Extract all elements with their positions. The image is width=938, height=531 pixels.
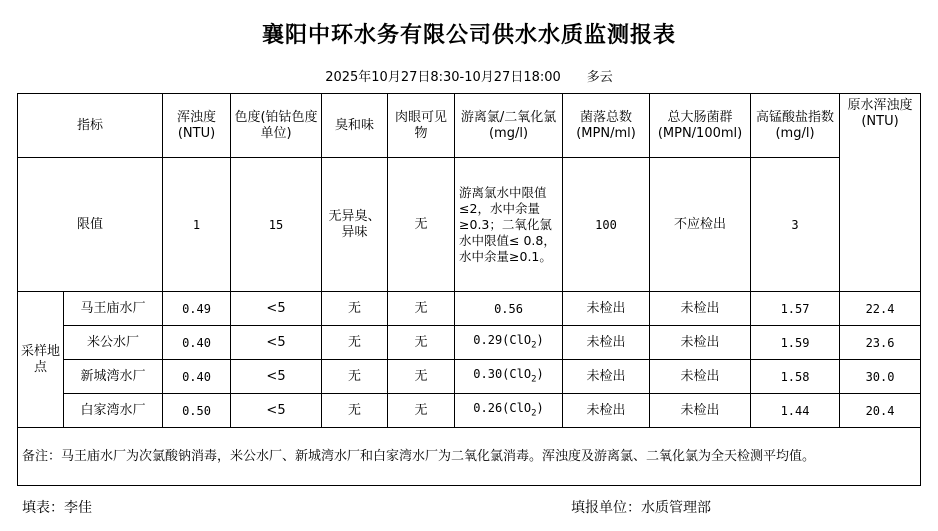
header-color: 色度(铂钴色度单位) [231, 94, 322, 158]
odor-value: 无 [322, 360, 388, 394]
chlorine-value [455, 326, 563, 360]
header-colony: 菌落总数(MPN/ml) [563, 94, 650, 158]
coliform-value: 未检出 [650, 326, 751, 360]
turbidity-value: 0.49 [163, 292, 231, 326]
limit-visible: 无 [388, 158, 455, 292]
color-value: <5 [231, 394, 322, 428]
limit-coliform: 不应检出 [650, 158, 751, 292]
header-row [18, 94, 921, 158]
sampling-label: 采样地点 [18, 292, 64, 428]
colony-value: 未检出 [563, 360, 650, 394]
chlorine-close-paren: ) [536, 400, 544, 415]
limit-permanganate: 3 [751, 158, 840, 292]
limits-row [18, 158, 921, 292]
raw-turbidity-value: 23.6 [840, 326, 921, 360]
header-odor: 臭和味 [322, 94, 388, 158]
header-turbidity: 浑浊度(NTU) [163, 94, 231, 158]
permanganate-value: 1.59 [751, 326, 840, 360]
permanganate-value: 1.57 [751, 292, 840, 326]
header-permanganate: 高锰酸盐指数(mg/l) [751, 94, 840, 158]
table-row [18, 326, 921, 360]
chlorine-close-paren: ) [536, 332, 544, 347]
report-title: 襄阳中环水务有限公司供水水质监测报表 [261, 23, 676, 48]
coliform-value: 未检出 [650, 394, 751, 428]
site-name: 白家湾水厂 [64, 394, 163, 428]
raw-turbidity-value: 20.4 [840, 394, 921, 428]
turbidity-value: 0.40 [163, 326, 231, 360]
limit-color: 15 [231, 158, 322, 292]
weather-label: 多云 [586, 70, 613, 85]
water-quality-table [17, 93, 921, 486]
note-text: 备注：马王庙水厂为次氯酸钠消毒，米公水厂、新城湾水厂和白家湾水厂为二氧化氯消毒。浑浊度及游离氯、二氧化氯为全天检测平均值。 [18, 428, 921, 486]
header-visible: 肉眼可见物 [388, 94, 455, 158]
site-name: 米公水厂 [64, 326, 163, 360]
chlorine-text: 0.30(ClO [473, 366, 532, 381]
coliform-value: 未检出 [650, 292, 751, 326]
filler-label: 填表：李佳 [22, 500, 92, 516]
report-period: 2025年10月27日8:30-10月27日18:00 [325, 70, 561, 85]
table-row [18, 394, 921, 428]
colony-value: 未检出 [563, 292, 650, 326]
header-coliform: 总大肠菌群(MPN/100ml) [650, 94, 751, 158]
chlorine-text: 0.56 [494, 301, 523, 316]
table-row [18, 292, 921, 326]
chlorine-text: 0.29(ClO [473, 332, 532, 347]
table-row [18, 360, 921, 394]
color-value: <5 [231, 360, 322, 394]
chlorine-subscript: 2 [531, 374, 537, 385]
colony-value: 未检出 [563, 394, 650, 428]
chlorine-subscript: 2 [531, 408, 537, 419]
limit-turbidity: 1 [163, 158, 231, 292]
coliform-value: 未检出 [650, 360, 751, 394]
site-name: 新城湾水厂 [64, 360, 163, 394]
permanganate-value: 1.44 [751, 394, 840, 428]
odor-value: 无 [322, 326, 388, 360]
limits-label: 限值 [18, 158, 163, 292]
chlorine-subscript: 2 [531, 340, 537, 351]
report-subtitle [0, 66, 938, 85]
chlorine-text: 0.26(ClO [473, 400, 532, 415]
color-value: <5 [231, 292, 322, 326]
chlorine-value [455, 292, 563, 326]
visible-value: 无 [388, 360, 455, 394]
permanganate-value: 1.58 [751, 360, 840, 394]
header-chlorine: 游离氯/二氧化氯(mg/l) [455, 94, 563, 158]
header-indicator: 指标 [18, 94, 163, 158]
reporting-unit-label: 填报单位：水质管理部 [571, 500, 711, 516]
limit-colony: 100 [563, 158, 650, 292]
color-value: <5 [231, 326, 322, 360]
visible-value: 无 [388, 394, 455, 428]
visible-value: 无 [388, 292, 455, 326]
visible-value: 无 [388, 326, 455, 360]
limit-odor: 无异臭、异味 [322, 158, 388, 292]
limit-chlorine: 游离氯水中限值 ≤2，水中余量≥0.3；二氧化氯水中限值≤ 0.8，水中余量≥0.1。 [455, 158, 563, 292]
chlorine-value [455, 360, 563, 394]
turbidity-value: 0.50 [163, 394, 231, 428]
raw-turbidity-value: 30.0 [840, 360, 921, 394]
raw-turbidity-value: 22.4 [840, 292, 921, 326]
chlorine-close-paren: ) [536, 366, 544, 381]
chlorine-value [455, 394, 563, 428]
header-raw-turbidity: 原水浑浊度(NTU) [840, 94, 921, 292]
turbidity-value: 0.40 [163, 360, 231, 394]
note-row [18, 428, 921, 486]
odor-value: 无 [322, 394, 388, 428]
colony-value: 未检出 [563, 326, 650, 360]
odor-value: 无 [322, 292, 388, 326]
site-name: 马王庙水厂 [64, 292, 163, 326]
